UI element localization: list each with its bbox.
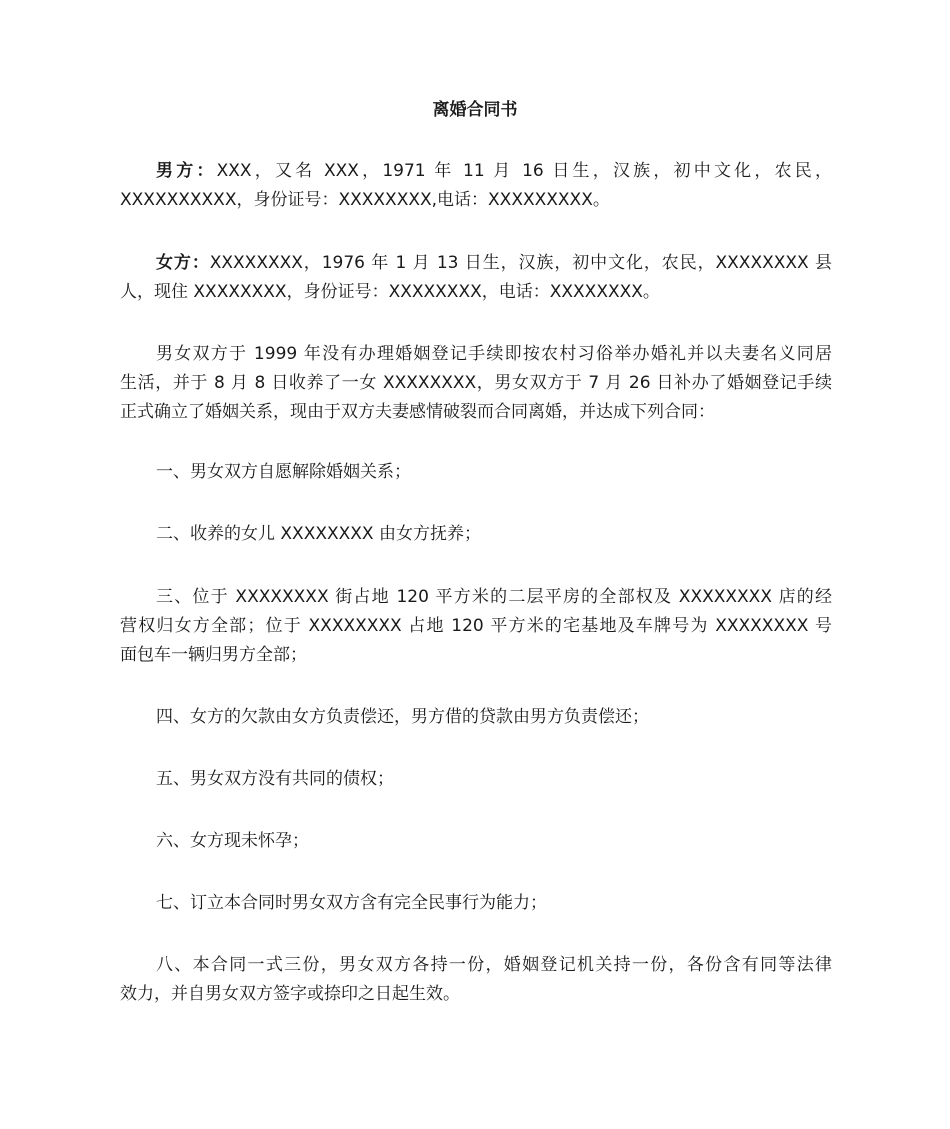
clause-7-text: 七、订立本合同时男女双方含有完全民事行为能力； — [156, 893, 547, 913]
clause-3-line-3: 面包车一辆归男方全部； — [120, 645, 307, 665]
document-title: 离婚合同书 — [432, 100, 518, 120]
clause-5-text: 五、男女双方没有共同的债权； — [156, 769, 394, 789]
male-party-label: 男方： — [156, 161, 217, 181]
female-party-text-1: XXXXXXXX，1976 年 1 月 13 日生，汉族，初中文化，农民，XXXXXXXX 县 — [209, 253, 832, 273]
female-party-label: 女方： — [156, 253, 210, 273]
clause-4 — [120, 703, 832, 732]
clause-7 — [120, 889, 832, 918]
clause-3-line-2: 营权归女方全部；位于 XXXXXXXX 占地 120 平方米的宅基地及车牌号为 XXXXXXXX 号 — [120, 616, 832, 636]
clause-2 — [120, 520, 832, 549]
clause-8-line-1: 八、本合同一式三份，男女双方各持一份，婚姻登记机关持一份，各份含有同等法律 — [156, 955, 832, 975]
female-party-paragraph — [120, 249, 832, 307]
clause-8 — [120, 951, 832, 1009]
clause-2-text: 二、收养的女儿 XXXXXXXX 由女方抚养； — [156, 524, 481, 544]
male-party-text-2: XXXXXXXXXX，身份证号：XXXXXXXX,电话：XXXXXXXXX。 — [120, 190, 610, 210]
clause-5 — [120, 765, 832, 794]
clause-1-text: 一、男女双方自愿解除婚姻关系； — [156, 462, 411, 482]
clause-8-line-2: 效力，并自男女双方签字或捺印之日起生效。 — [120, 984, 460, 1004]
background-line-2: 生活，并于 8 月 8 日收养了一女 XXXXXXXX，男女双方于 7 月 26 日补办了婚姻登记手续 — [120, 373, 832, 393]
female-party-text-2: 人，现住 XXXXXXXX，身份证号：XXXXXXXX，电话：XXXXXXXX。 — [120, 282, 660, 302]
male-party-paragraph — [120, 157, 832, 215]
female-party-line-1 — [120, 249, 832, 278]
background-line-3: 正式确立了婚姻关系，现由于双方夫妻感情破裂而合同离婚，并达成下列合同： — [120, 402, 715, 422]
background-paragraph — [120, 340, 832, 427]
clause-3 — [120, 583, 832, 670]
clause-3-line-1: 三、位于 XXXXXXXX 街占地 120 平方米的二层平房的全部权及 XXXXXXXX 店的经 — [156, 587, 832, 607]
clause-4-text: 四、女方的欠款由女方负责偿还，男方借的贷款由男方负责偿还； — [156, 707, 649, 727]
male-party-text-1: XXX，又名 XXX，1971 年 11 月 16 日生，汉族，初中文化，农民， — [216, 161, 833, 181]
clause-1 — [120, 458, 832, 487]
background-line-1: 男女双方于 1999 年没有办理婚姻登记手续即按农村习俗举办婚礼并以夫妻名义同居 — [156, 344, 832, 364]
clause-6 — [120, 827, 832, 856]
male-party-line-1 — [120, 157, 832, 186]
clause-6-text: 六、女方现未怀孕； — [156, 831, 309, 851]
